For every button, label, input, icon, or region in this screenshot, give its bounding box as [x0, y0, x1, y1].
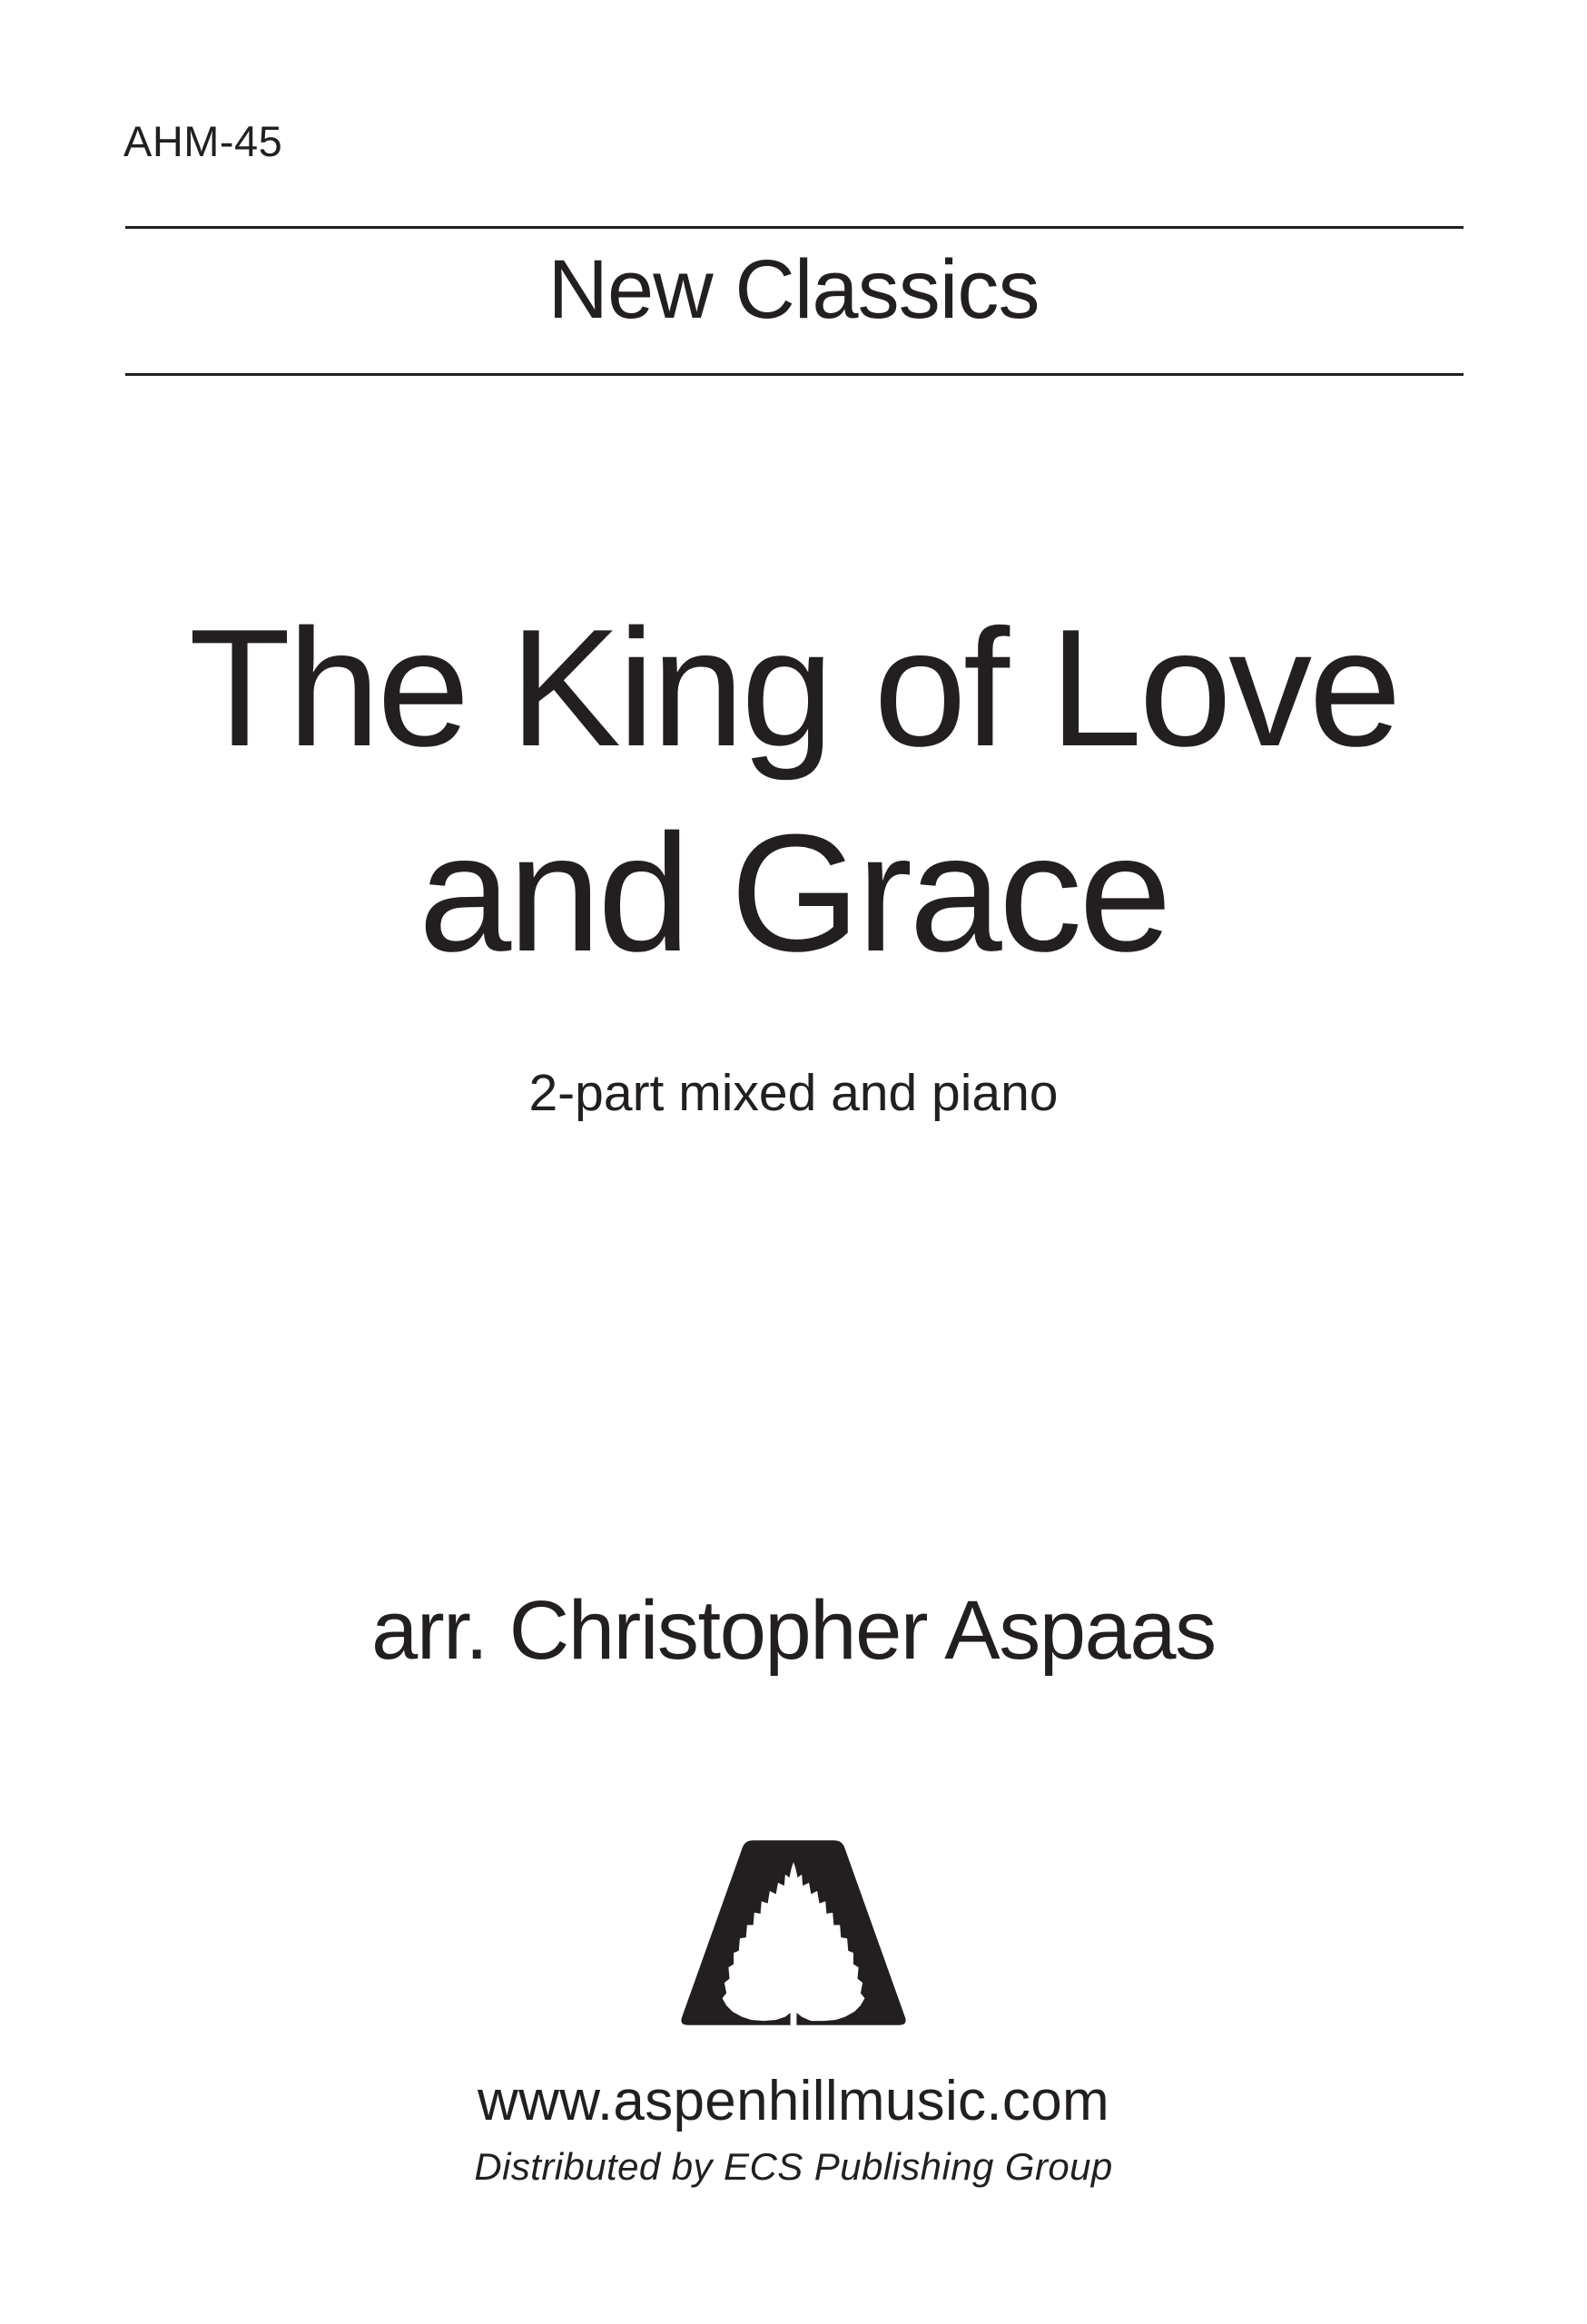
- distribution-credit: Distributed by ECS Publishing Group: [474, 2145, 1113, 2188]
- website-url: www.aspenhillmusic.com: [478, 2070, 1109, 2132]
- header-rule-top: [125, 226, 1464, 229]
- catalog-number: AHM-45: [123, 117, 283, 165]
- scoring-subtitle: 2-part mixed and piano: [528, 1064, 1059, 1122]
- series-title: New Classics: [547, 243, 1040, 336]
- work-title-line-2: and Grace: [418, 799, 1169, 987]
- arranger-credit: arr. Christopher Aspaas: [371, 1584, 1216, 1677]
- aspen-leaf-icon: [679, 1838, 909, 2027]
- work-title-line-1: The King of Love: [188, 594, 1399, 781]
- work-title: [0, 585, 1587, 996]
- header-rule-bottom: [125, 373, 1464, 376]
